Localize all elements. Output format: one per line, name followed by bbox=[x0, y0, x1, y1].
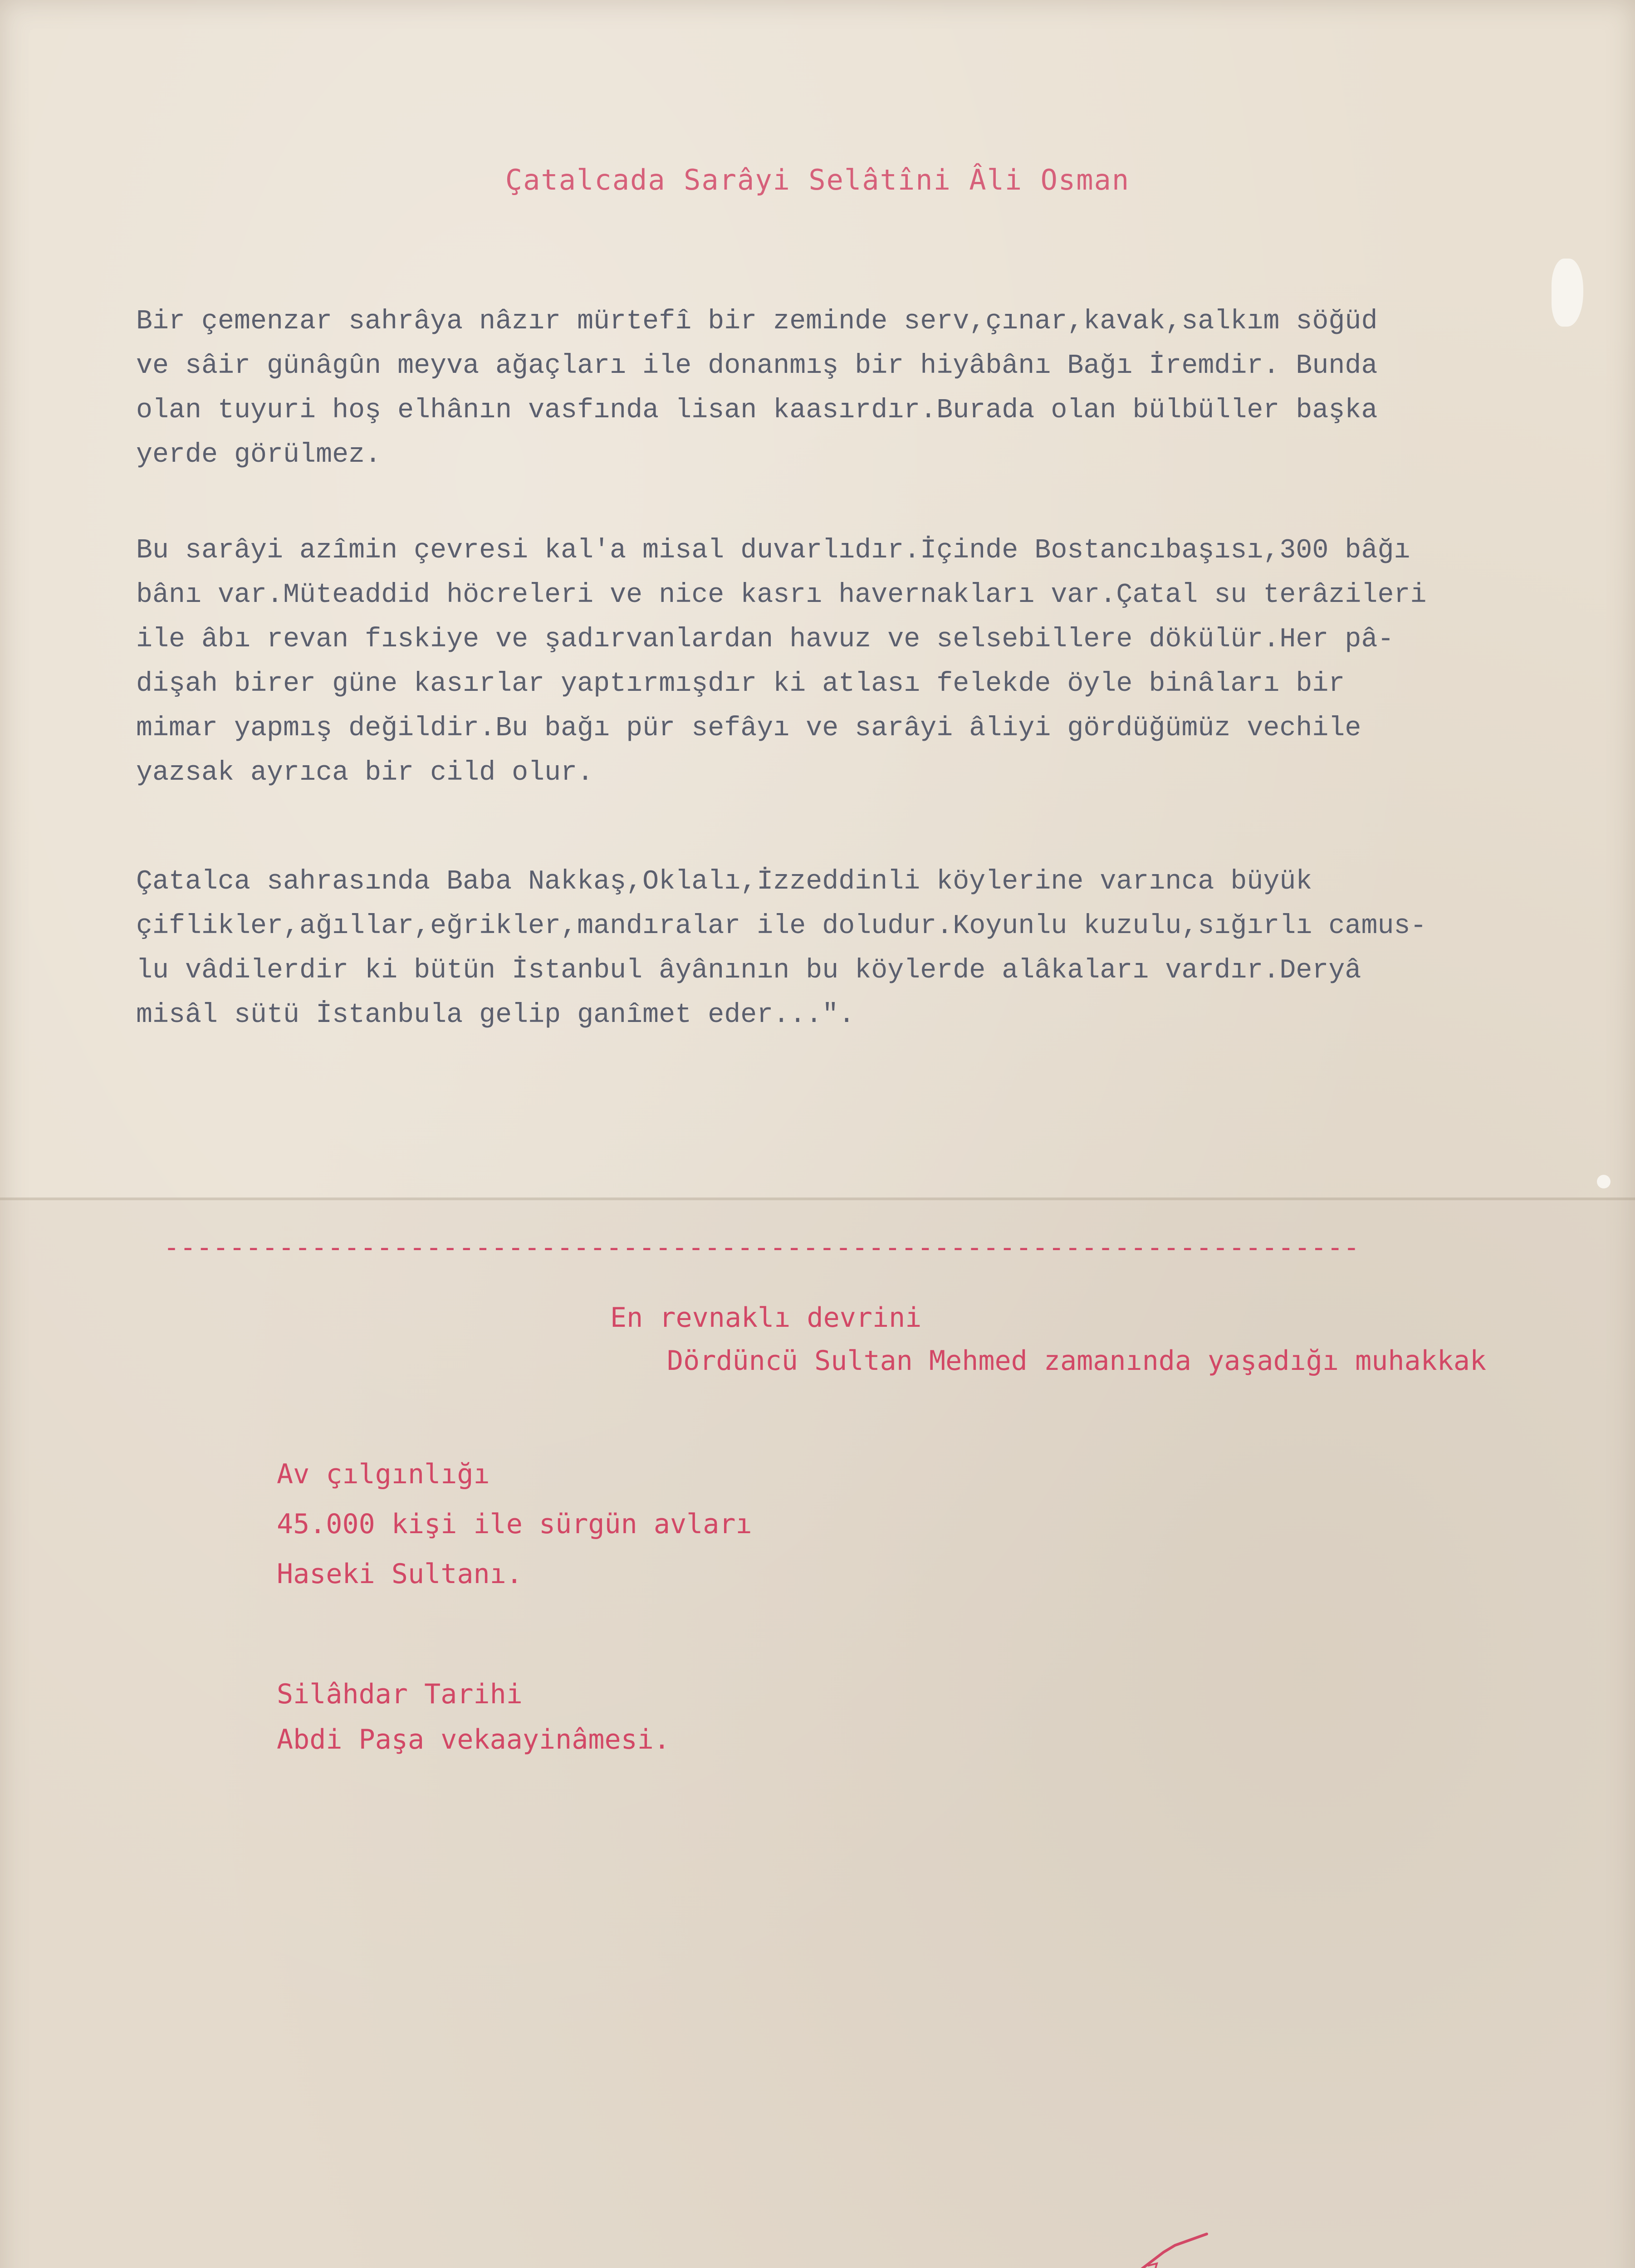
list-item: 45.000 kişi ile sürgün avları bbox=[277, 1508, 752, 1540]
note-line-1: En revnaklı devrini bbox=[610, 1302, 922, 1334]
dashed-divider: ------------------------------------------------------------------------- bbox=[163, 1232, 1360, 1263]
paper-fold-crease bbox=[0, 1198, 1635, 1200]
list-item: Av çılgınlığı bbox=[277, 1458, 490, 1490]
source-line-1: Silâhdar Tarihi bbox=[277, 1678, 523, 1710]
paper-damage-nick bbox=[1597, 1175, 1611, 1188]
paragraph-catalca-plain: Çatalca sahrasında Baba Nakkaş,Oklalı,İzzeddinli köylerine varınca büyük çiflikler,ağıllar,eğrikler,mandıralar ile doludur.Koyunlu kuzulu,sığırlı camus- lu vâdilerdir ki bütün İstanbul âyânının bu köylerde alâkaları vardır.Deryâ misâl sütü İstanbula gelip ganîmet eder...". bbox=[136, 866, 1427, 1031]
paragraph-garden-description: Bir çemenzar sahrâya nâzır mürtefî bir zeminde serv,çınar,kavak,salkım söğüd ve sâir günâgûn meyva ağaçları ile donanmış bir hiyâbânı Bağı İremdir. Bunda olan tuyuri hoş elhânın vasfında lisan kaasırdır.Burada olan bülbüller başka yerde görülmez. bbox=[136, 306, 1378, 470]
source-line-2: Abdi Paşa vekaayinâmesi. bbox=[277, 1724, 670, 1755]
document-title: Çatalcada Sarâyi Selâtîni Âli Osman bbox=[505, 163, 1130, 196]
list-item: Haseki Sultanı. bbox=[277, 1558, 523, 1590]
note-line-2: Dördüncü Sultan Mehmed zamanında yaşadığı muhakkak bbox=[667, 1345, 1487, 1377]
pencil-mark-icon bbox=[1121, 2232, 1211, 2268]
paper-damage-hole bbox=[1552, 259, 1583, 327]
paragraph-palace-description: Bu sarâyi azîmin çevresi kal'a misal duvarlıdır.İçinde Bostancıbaşısı,300 bâğı bânı var.Müteaddid höcreleri ve nice kasrı havernakları var.Çatal su terâzileri ile âbı revan fıskiye ve şadırvanlardan havuz ve selsebillere dökülür.Her pâ- dişah birer güne kasırlar yaptırmışdır ki atlası felekde öyle binâları bir mimar yapmış değildir.Bu bağı pür sefâyı ve sarâyi âliyi gördüğümüz vechile yazsak ayrıca bir cild olur. bbox=[136, 535, 1427, 788]
